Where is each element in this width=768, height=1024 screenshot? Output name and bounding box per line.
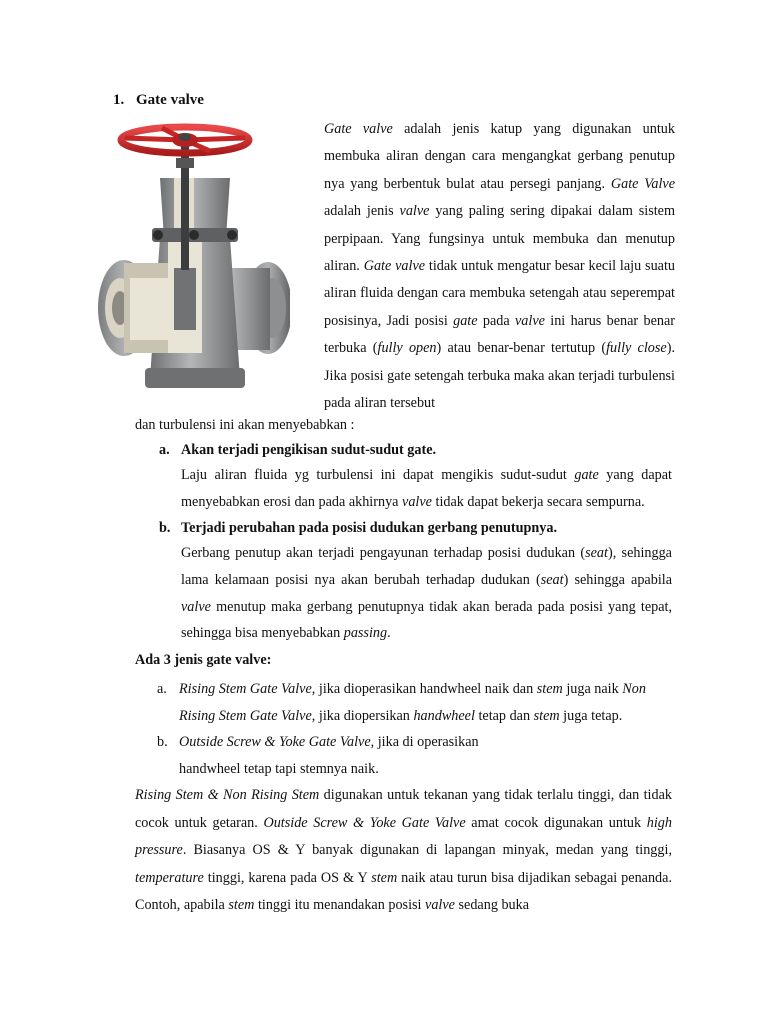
term-gate-valve: Gate valve [363,258,426,275]
term-os-y: Outside Screw & Yoke Gate Valve [263,814,466,831]
item-text: ) sehingga apabila [563,571,673,588]
intro-text: adalah jenis katup yang digunakan untuk membuka aliran dengan cara mengangkat gerbang penutup nya yang berbentuk bulat atau persegi panjang. [324,121,675,192]
intro-text: ini harus benar benar terbuka ( [324,312,675,357]
term-stem: stem [228,897,255,914]
closing-text: tinggi itu menandakan posisi [254,897,426,914]
heading-title: Gate valve [136,92,204,108]
term-passing: passing [343,625,388,642]
term-valve: valve [399,203,430,220]
type-a [157,676,679,730]
term-valve: valve [181,598,211,615]
type-text: , jika di operasikan handwheel tetap tapi stemnya naik. [179,734,479,777]
term-valve: valve [425,897,455,914]
item-b-label: b. [159,520,171,536]
closing-text: tinggi, karena pada OS & Y [203,869,372,886]
item-text: tidak dapat bekerja secara sempurna. [431,493,645,510]
intro-text: tidak untuk mengatur besar kecil laju suatu aliran fluida dengan cara membuka setengah atau seperempat posisinya, Jadi posisi [324,258,675,329]
term-gate-valve: Gate valve [324,121,393,137]
item-a-title-text: Akan terjadi pengikisan sudut-sudut gate. [181,442,437,458]
type-b-label: b. [157,734,168,750]
heading-number: 1. [113,92,125,108]
term-fully-open: fully open [377,340,437,357]
item-text: Laju aliran fluida yg turbulensi ini dapat mengikis sudut-sudut [181,467,575,483]
section-heading [113,92,204,109]
item-text: menutup maka gerbang penutupnya tidak akan berada pada posisi yang tepat, sehingga bisa menyebabkan [181,598,672,642]
intro-text: pada [477,312,515,329]
closing-paragraph [135,782,672,920]
term-rising-non-rising: Rising Stem & Non Rising Stem [135,787,320,803]
item-a-title [159,437,437,463]
term-os-y: Outside Screw & Yoke Gate Valve [179,734,371,750]
term-rising-stem: Rising Stem Gate Valve [179,681,312,697]
item-text: . [387,625,391,642]
type-a-label: a. [157,681,167,697]
intro-text: ). Jika posisi gate setengah terbuka maka akan terjadi turbulensi pada aliran tersebut [324,340,675,412]
intro-paragraph [324,116,675,417]
term-handwheel: handwheel [413,708,475,724]
item-b-title [159,515,557,541]
type-text: juga naik [562,681,623,697]
type-text: , jika dioperasikan handwheel naik dan [311,681,537,697]
item-a-label: a. [159,442,170,458]
term-high-pressure: high pressure [135,814,672,859]
term-stem: stem [533,708,560,724]
term-gate-valve: Gate Valve [610,175,675,192]
item-a-body [181,462,672,516]
term-fully-close: fully close [606,340,667,357]
term-gate: gate [453,312,478,329]
intro-text: yang paling sering dipakai dalam sistem perpipaan. Yang fungsinya untuk membuka dan menutup aliran. [324,203,675,275]
term-non-rising-stem: Non Rising Stem Gate Valve [179,681,646,724]
item-text: Gerbang penutup akan terjadi pengayunan terhadap posisi dudukan ( [181,545,586,561]
term-stem: stem [371,869,398,886]
closing-text: . Biasanya OS & Y banyak digunakan di lapangan minyak, medan yang tinggi, [182,842,672,859]
item-b-title-text: Terjadi perubahan pada posisi dudukan gerbang penutupnya. [181,520,557,536]
term-valve: valve [515,312,545,329]
closing-text: naik atau turun bisa dijadikan sebagai penanda. Contoh, apabila [135,869,672,914]
term-valve: valve [402,493,432,510]
intro-text: adalah jenis [324,203,400,220]
types-heading: Ada 3 jenis gate valve: [135,652,272,668]
intro-continuation: dan turbulensi ini akan menyebabkan : [135,417,355,433]
item-text: yang dapat menyebabkan erosi dan pada akhirnya [181,467,672,510]
term-temperature: temperature [135,869,204,886]
term-seat: seat [585,545,608,561]
term-seat: seat [540,571,564,588]
item-text: ), sehingga lama kelamaan posisi nya akan berubah terhadap dudukan ( [181,545,672,588]
item-b-body [181,540,672,647]
intro-text: ) atau benar-benar tertutup ( [436,340,607,357]
closing-text: sedang buka [454,897,530,914]
type-text: , jika diopersikan [311,708,414,724]
term-stem: stem [536,681,563,697]
type-b [157,729,479,783]
term-gate: gate [574,467,599,483]
type-text: juga tetap. [559,708,623,724]
type-text: tetap dan [474,708,534,724]
gate-valve-illustration [90,118,290,408]
closing-text: amat cocok digunakan untuk [465,814,647,831]
closing-text: digunakan untuk tekanan yang tidak terlalu tinggi, dan tidak cocok untuk getaran. [135,787,672,831]
